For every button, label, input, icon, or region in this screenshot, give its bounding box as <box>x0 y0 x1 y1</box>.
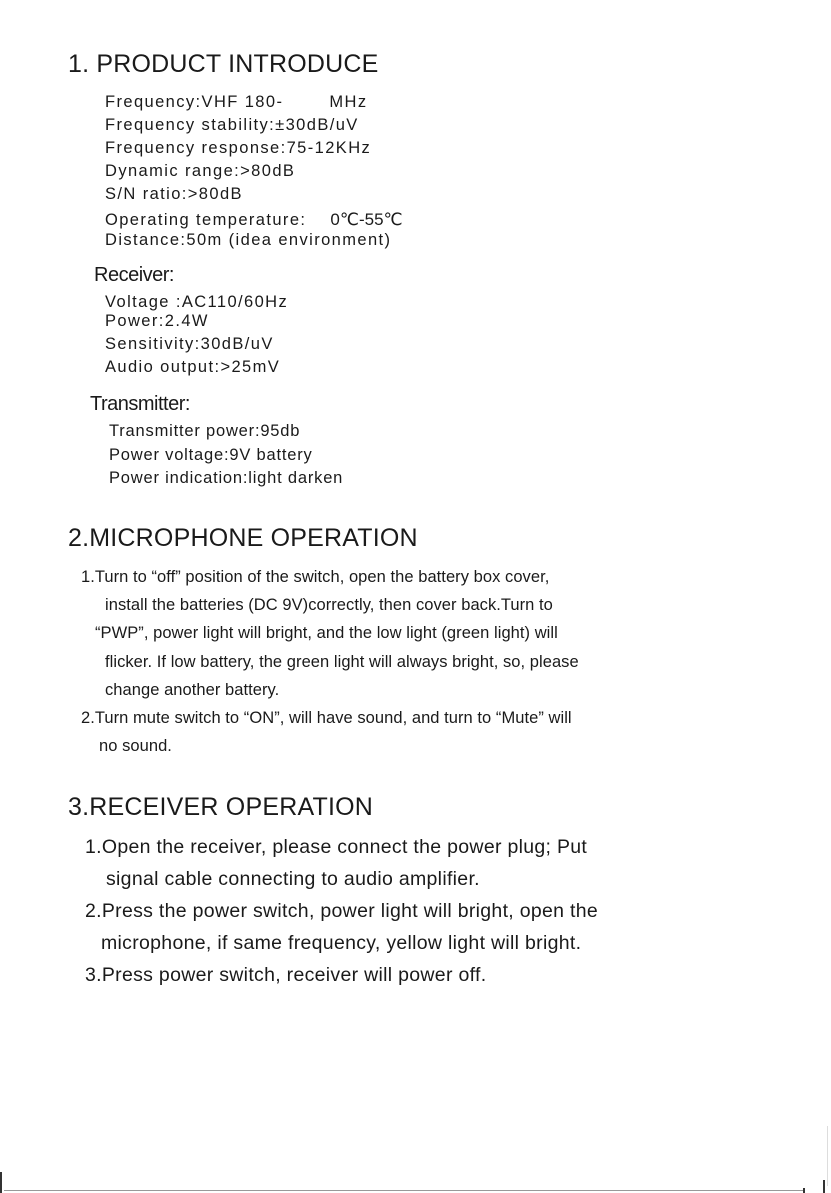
page-bottom-edge <box>4 1190 804 1191</box>
page-edge-mark-right <box>803 1188 805 1193</box>
spec-stability: Frequency stability:±30dB/uV <box>105 116 359 134</box>
spec-temperature-label: Operating temperature: <box>105 211 307 229</box>
transmitter-indication: Power indication:light darken <box>109 469 344 487</box>
spec-distance: Distance:50m (idea environment) <box>105 231 392 249</box>
receiver-voltage: Voltage :AC110/60Hz <box>105 293 289 311</box>
receiver-sensitivity: Sensitivity:30dB/uV <box>105 335 274 353</box>
receiver-audio-output: Audio output:>25mV <box>105 358 281 376</box>
page-edge-mark-left <box>0 1172 2 1193</box>
transmitter-power: Transmitter power:95db <box>109 422 301 440</box>
transmitter-heading: Transmitter: <box>90 393 190 415</box>
section-3-title: 3.RECEIVER OPERATION <box>68 793 373 821</box>
receiver-op-line: microphone, if same frequency, yellow light will bright. <box>101 932 582 954</box>
spec-frequency <box>105 91 367 114</box>
page-edge-mark-right-2 <box>823 1180 825 1193</box>
receiver-op-line: 3.Press power switch, receiver will power off. <box>85 964 487 986</box>
mic-op-line: change another battery. <box>105 681 280 699</box>
mic-op-line: flicker. If low battery, the green light will always bright, so, please <box>105 653 579 671</box>
spec-dynamic-range: Dynamic range:>80dB <box>105 162 296 180</box>
spec-response: Frequency response:75-12KHz <box>105 139 372 157</box>
receiver-heading: Receiver: <box>94 264 174 286</box>
spec-sn-ratio: S/N ratio:>80dB <box>105 185 243 203</box>
receiver-op-line: 2.Press the power switch, power light will bright, open the <box>85 900 599 922</box>
spec-temperature-value: 0℃-55℃ <box>330 210 403 229</box>
transmitter-voltage: Power voltage:9V battery <box>109 446 313 464</box>
section-1-title: 1. PRODUCT INTRODUCE <box>68 50 379 78</box>
mic-op-line: no sound. <box>99 737 172 755</box>
mic-op-line: “PWP”, power light will bright, and the low light (green light) will <box>95 624 558 642</box>
mic-op-line: 2.Turn mute switch to “ON”, will have sound, and turn to “Mute” will <box>81 709 572 727</box>
receiver-op-line: signal cable connecting to audio amplifier. <box>106 868 480 890</box>
spec-frequency-prefix: Frequency:VHF 180- <box>105 93 284 111</box>
receiver-power: Power:2.4W <box>105 312 209 330</box>
section-2-title: 2.MICROPHONE OPERATION <box>68 524 418 552</box>
mic-op-line: install the batteries (DC 9V)correctly, then cover back.Turn to <box>105 596 553 614</box>
page-right-edge <box>827 1126 828 1186</box>
receiver-op-line: 1.Open the receiver, please connect the power plug; Put <box>85 836 588 858</box>
mic-op-line: 1.Turn to “off” position of the switch, open the battery box cover, <box>81 568 550 586</box>
spec-frequency-unit: MHz <box>329 93 368 111</box>
